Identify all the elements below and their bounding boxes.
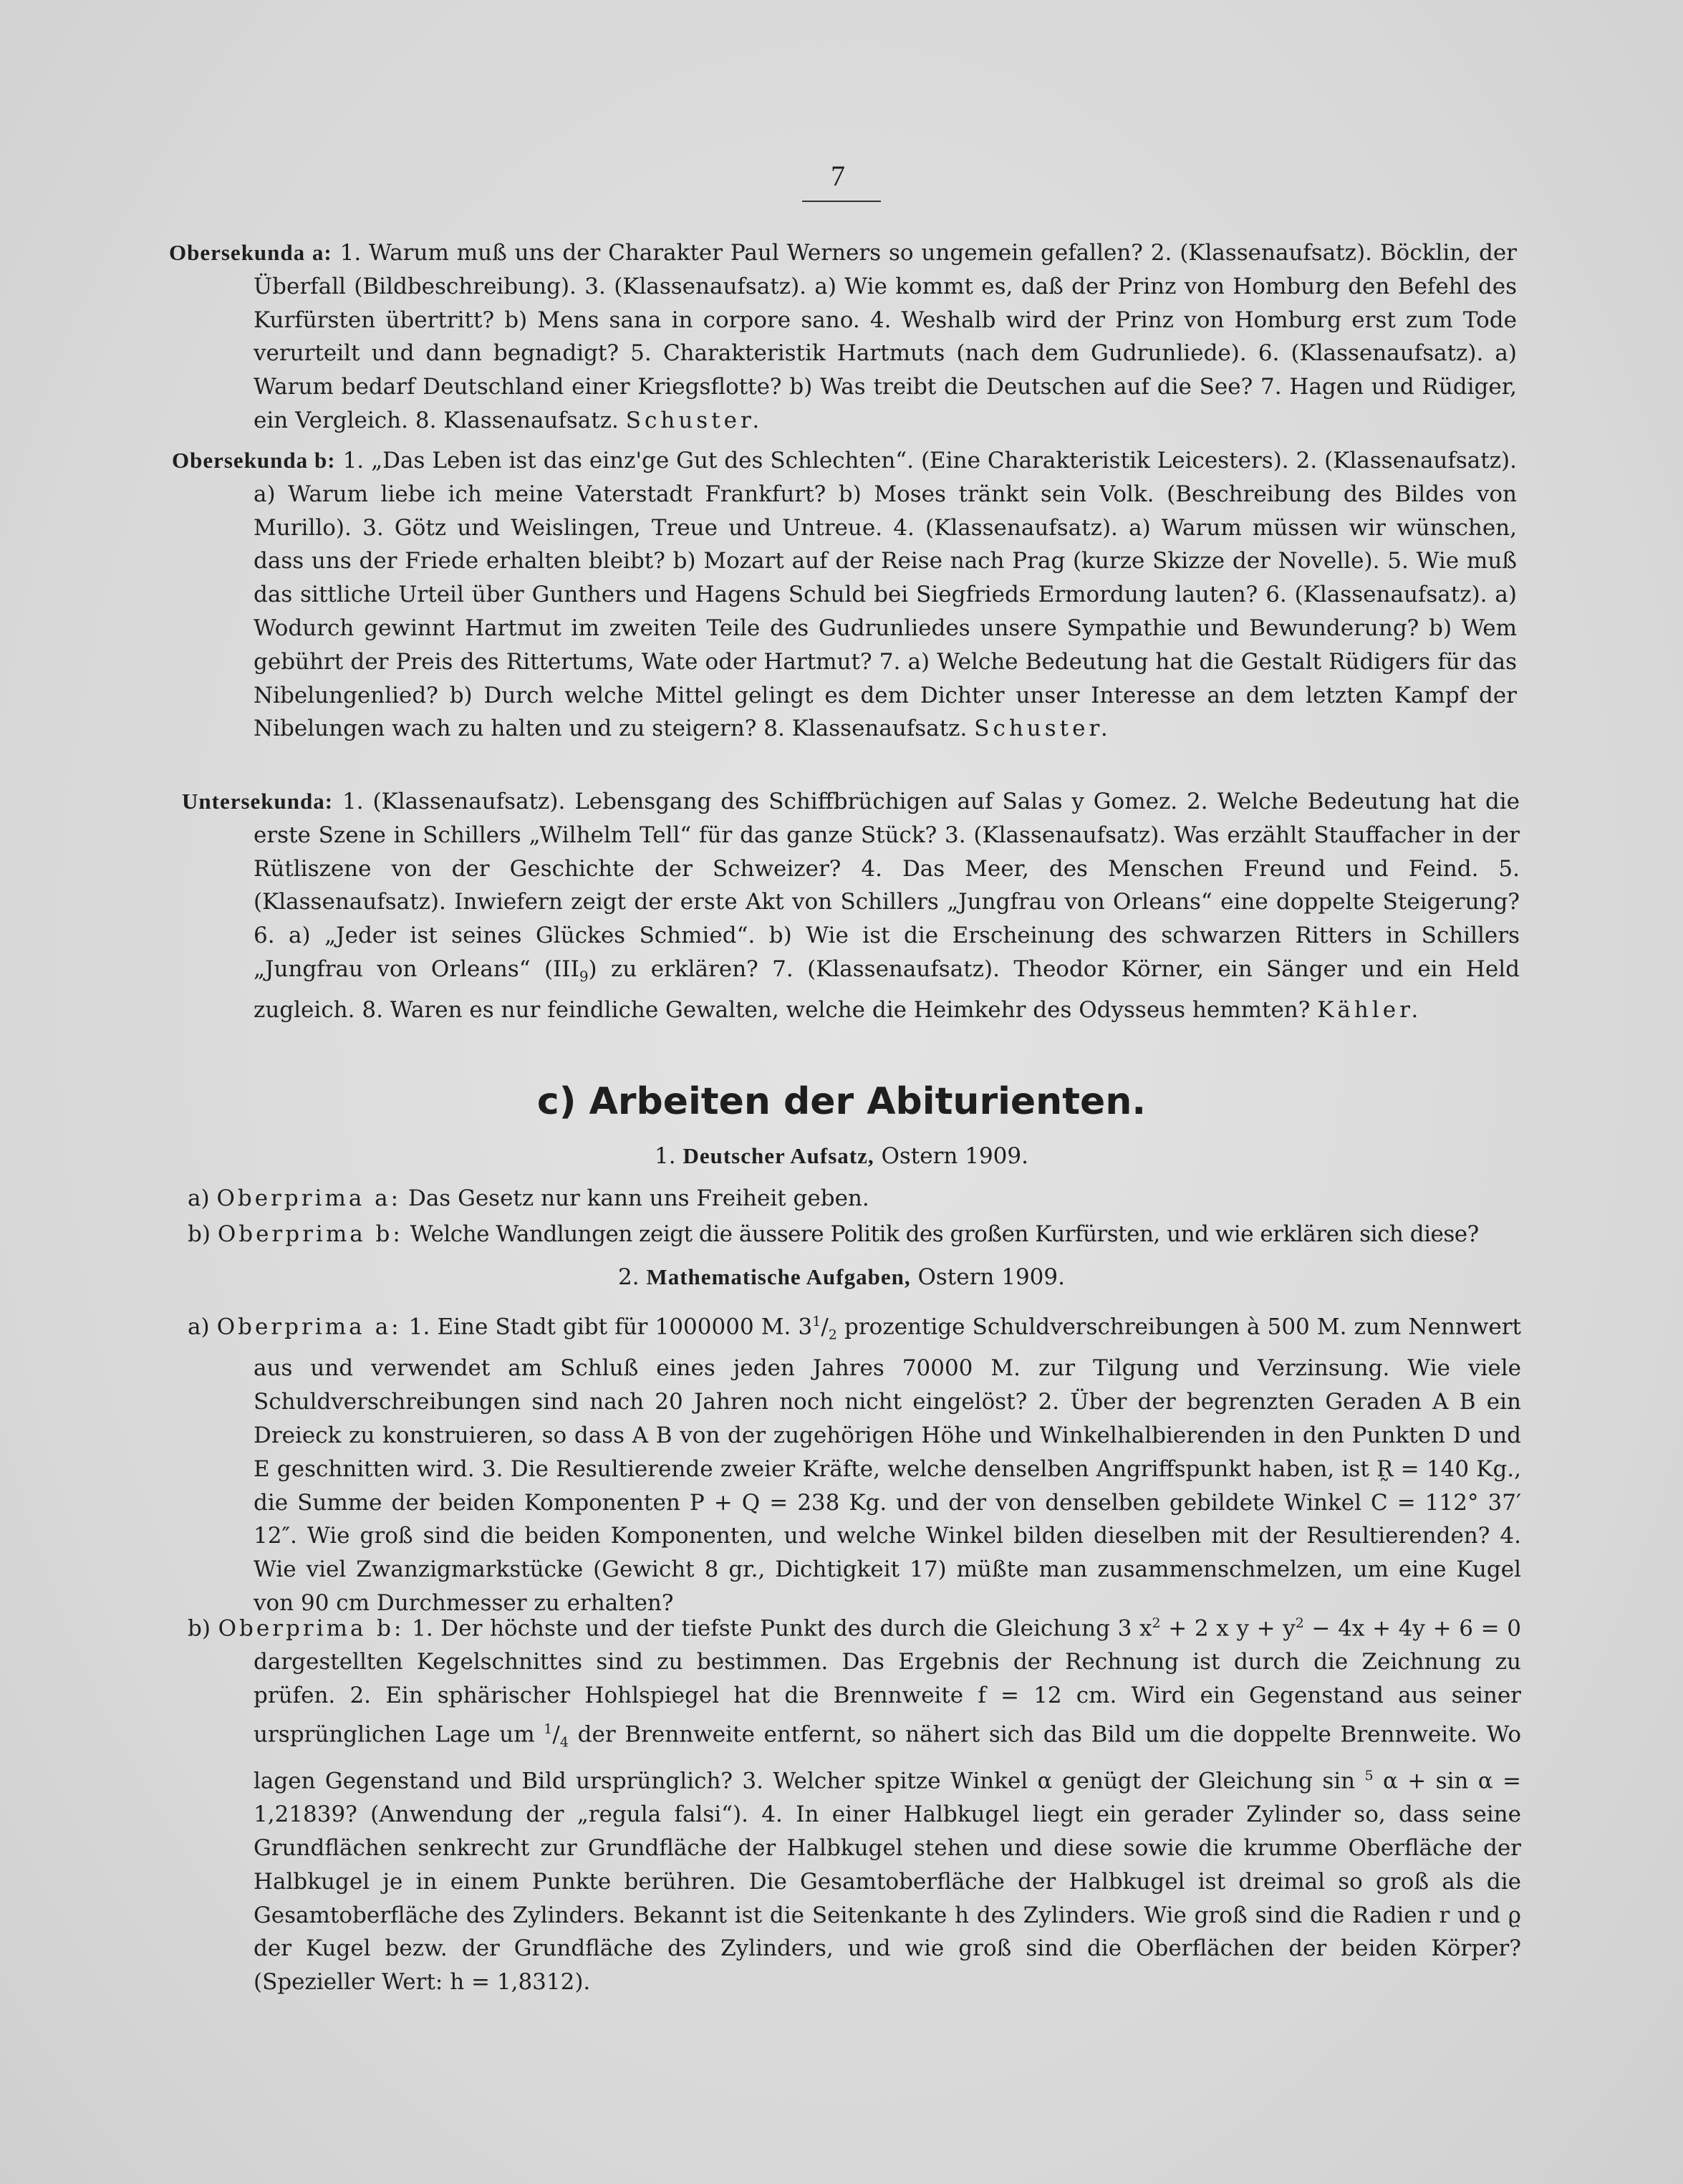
mathe-b-sup-5: 5 [1364,1768,1374,1784]
untersekunda-text-a: 1. (Klassenaufsatz). Lebensgang des Schiffbrüchigen auf Salas y Gomez. 2. Welche Bedeutung hat die erste Szene in Schillers „Wilhelm Tell“ für das ganze Stück? 3. (Klassenaufsatz). Was erzählt Stauffacher in der Rütliszene von der Geschichte der Schweizer? 4. Das Meer, des Menschen Freund und Feind. 5. (Klassenaufsatz). Inwiefern zeigt der erste Akt von Schillers „Jungfrau von Orleans“ eine doppelte Steigerung? 6. a) „Jeder ist seines Glückes Schmied“. b) Wie ist die Erscheinung des schwarzen Ritters in Schillers „Jungfrau von Orleans“ (III [254,789,1520,982]
obersekunda-a-text: 1. Warum muß uns der Charakter Paul Werners so ungemein gefallen? 2. (Klassenaufsatz). Böcklin, der Überfall (Bildbeschreibung). 3. (Klassenaufsatz). a) Wie kommt es, daß der Prinz von Homburg den Befehl des Kurfürsten übertritt? b) Mens sana in corpore sano. 4. Weshalb wird der Prinz von Homburg erst zum Tode verurteilt und dann begnadigt? 5. Charakteristik Hartmuts (nach dem Gudrunliede). 6. (Klassenaufsatz). a) Warum bedarf Deutschland einer Kriegsflotte? b) Was treibt die Deutschen auf die See? 7. Hagen und Rüdiger, ein Vergleich. 8. Klassenaufsatz. [254,240,1517,433]
deutsch-b-text: Welche Wandlungen zeigt die äussere Politik des großen Kurfürsten, und wie erklären sich diese? [410,1221,1479,1247]
obersekunda-b-text: 1. „Das Leben ist das einz'ge Gut des Schlechten“. (Eine Charakteristik Leicesters). 2. (Klassenaufsatz). a) Warum liebe ich meine Vaterstadt Frankfurt? b) Moses tränkt sein Volk. (Beschreibung des Bildes von Murillo). 3. Götz und Weislingen, Treue und Untreue. 4. (Klassenaufsatz). a) Warum müssen wir wünschen, dass uns der Friede erhalten bleibt? b) Mozart auf der Reise nach Prag (kurze Skizze der Novelle). 5. Wie muß das sittliche Urteil über Gunthers und Hagens Schuld bei Siegfrieds Ermordung lauten? 6. (Klassenaufsatz). a) Wodurch gewinnt Hartmut im zweiten Teile des Gudrunliedes unsere Sympathie und Bewunderung? b) Wem gebührt der Preis des Rittertums, Wate oder Hartmut? 7. a) Welche Bedeutung hat die Gestalt Rüdigers für das Nibelungenlied? b) Durch welche Mittel gelingt es dem Dichter unser Interesse an dem letzten Kampf der Nibelungen wach zu halten und zu steigern? 8. Klassenaufsatz. [254,448,1517,742]
page-number: 7 [831,160,845,192]
mathe-a-label: Oberprima a: [216,1314,402,1340]
obersekunda-a-teacher: Schuster. [625,407,763,433]
mathe-a-item: a) Oberprima a: 1. Eine Stadt gibt für 1000000 M. $3^1/_2$ prozentige Schuldverschreibungen à 500 M. zum Nennwert aus und verwendet am Schluß eines jeden Jahres 70000 M. zur Tilgung und Verzinsung. Wie viele Schuldverschreibungen sind nach 20 Jahren noch nicht eingelöst? 2. Über der begrenzten Geraden A B ein Dreieck zu konstruieren, so dass A B von der zugehörigen Höhe und Winkelhalbierenden in den Punkten D und E geschnitten wird. 3. Die Resultierende zweier Kräfte, welche denselben Angriffspunkt haben, ist R̰ = 140 Kg., die Summe der beiden Komponenten P + Q = 238 Kg. und der von denselben gebildete Winkel C = 112° 37′ 12″. Wie groß sind die beiden Komponenten, und welche Winkel bilden dieselben mit der Resultierenden? 4. Wie viel Zwanzigmarkstücke (Gewicht 8 gr., Dichtigkeit 17) müßte man zusammenschmelzen, um eine Kugel von 90 cm Durchmesser zu erhalten? [188,1314,1521,1616]
obersekunda-b-label: Obersekunda b: [172,448,336,473]
untersekunda-subscript: 9 [579,968,589,986]
obersekunda-a-label: Obersekunda a: [169,240,332,265]
deutsch-a-prefix: a) [188,1185,210,1211]
deutsch-b-item [188,1218,1541,1251]
untersekunda-text-b: ) zu erklären? 7. (Klassenaufsatz). Theodor Körner, ein Sänger und ein Held zugleich. 8. Waren es nur feindliche Gewalten, welche die Heimkehr des Odysseus hemmten? [254,956,1520,1023]
mathe-b-text-3: − 4x + 4y + 6 = 0 dargestellten Kegelschnittes sind zu bestimmen. Das Ergebnis der Rechnung ist durch die Zeichnung zu prüfen. 2. Ein sphärischer Hohlspiegel hat die Brennweite f = 12 cm. Wird ein Gegenstand aus seiner ursprünglichen Lage um [254,1615,1522,1748]
mathe-date: Ostern 1909. [917,1264,1065,1290]
mathe-b-sup-a: 2 [1152,1615,1161,1631]
mathe-b-item: b) Oberprima b: 1. Der höchste und der tiefste Punkt des durch die Gleichung 3 $x^2 + 2$ x $y + y^2 - 4x + 4y + 6 = 0$ dargestellten Kegelschnittes sind zu bestimmen. Das Ergebnis der Rechnung ist durch die Zeichnung zu prüfen. 2. Ein sphärischer Hohlspiegel hat die Brennweite f = 12 cm. Wird ein Gegenstand aus seiner ursprünglichen Lage um $^1/_4$ der Brennweite entfernt, so nähert sich das Bild um die doppelte Brennweite. Wo lagen Gegenstand und Bild ursprünglich? 3. Welcher spitze Winkel α genügt der Gleichung sin $^5$ α + sin α = 1,21839? (Anwendung der „regula falsi“). 4. In einer Halbkugel liegt ein gerader Zylinder so, dass seine Grundflächen senkrecht zur Grundfläche der Halbkugel stehen und diese sowie die krumme Oberfläche der Halbkugel je in einem Punkte berühren. Die Gesamtoberfläche der Halbkugel ist dreimal so groß als die Gesamtoberfläche des Zylinders. Bekannt ist die Seitenkante h des Zylinders. Wie groß sind die Radien r und ϱ der Kugel bezw. der Grundfläche des Zylinders, und wie groß sind die Oberflächen der beiden Körper? (Spezieller Wert: h = 1,8312). [188,1615,1522,1996]
obersekunda-b-teacher: Schuster. [974,716,1111,742]
mathe-b-text-5: α + sin α = 1,21839? (Anwendung der „regula falsi“). 4. In einer Halbkugel liegt ein gerader Zylinder so, dass seine Grundflächen senkrecht zur Grundfläche der Halbkugel stehen und diese sowie die krumme Oberfläche der Halbkugel je in einem Punkte berühren. Die Gesamtoberfläche der Halbkugel ist dreimal so groß als die Gesamtoberfläche des Zylinders. Bekannt ist die Seitenkante h des Zylinders. Wie groß sind die Radien r und ϱ der Kugel bezw. der Grundfläche des Zylinders, und wie groß sind die Oberflächen der beiden Körper? (Spezieller Wert: h = 1,8312). [254,1768,1521,1996]
mathe-b-frac-num: 1 [544,1721,553,1737]
mathe-a-frac-den: 2 [828,1327,837,1343]
mathe-b-text-1: 1. Der höchste und der tiefste Punkt des durch die Gleichung 3 x [412,1615,1152,1642]
mathe-a-prefix: a) [188,1314,210,1340]
section-heading: c) Arbeiten der Abiturienten. [536,1080,1147,1123]
deutsch-a-item [188,1182,1520,1216]
untersekunda-label: Untersekunda: [182,789,334,814]
deutsch-b-prefix: b) [188,1221,211,1247]
mathe-title: Mathematische Aufgaben, [646,1264,911,1289]
page-number-rule [802,201,881,202]
mathe-b-label: Oberprima b: [218,1615,405,1642]
deutsch-subheading [0,1143,1683,1169]
mathe-a-frac-num: 1 [812,1314,821,1329]
deutsch-a-label: Oberprima a: [216,1185,402,1211]
mathe-a-text-2: prozentige Schuldverschreibungen à 500 M. zum Nennwert aus und verwendet am Schluß eines jeden Jahres 70000 M. zur Tilgung und Verzinsung. Wie viele Schuldverschreibungen sind nach 20 Jahren noch nicht eingelöst? 2. Über der begrenzten Geraden A B ein Dreieck zu konstruieren, so dass A B von der zugehörigen Höhe und Winkelhalbierenden in den Punkten D und E geschnitten wird. 3. Die Resultierende zweier Kräfte, welche denselben Angriffspunkt haben, ist R̰ = 140 Kg., die Summe der beiden Komponenten P + Q = 238 Kg. und der von denselben gebildete Winkel C = 112° 37′ 12″. Wie groß sind die beiden Komponenten, und welche Winkel bilden dieselben mit der Resultierenden? 4. Wie viel Zwanzigmarkstücke (Gewicht 8 gr., Dichtigkeit 17) müßte man zusammenschmelzen, um eine Kugel von 90 cm Durchmesser zu erhalten? [254,1314,1521,1616]
mathe-subheading [0,1264,1683,1290]
deutsch-title: Deutscher Aufsatz, [683,1143,874,1168]
obersekunda-a-section [169,236,1517,438]
mathe-b-text-4: der Brennweite entfernt, so nähert sich das Bild um die doppelte Brennweite. Wo lagen Gegenstand und Bild ursprünglich? 3. Welcher spitze Winkel α genügt der Gleichung sin [254,1721,1521,1794]
deutsch-a-text: Das Gesetz nur kann uns Freiheit geben. [408,1185,869,1211]
untersekunda-section [182,785,1520,1027]
deutsch-num: 1. [655,1143,676,1169]
mathe-b-sup-b: 2 [1295,1615,1304,1631]
mathe-a-text-1: 1. Eine Stadt gibt für 1000000 M. 3 [408,1314,813,1340]
deutsch-b-label: Oberprima b: [217,1221,403,1247]
deutsch-date: Ostern 1909. [881,1143,1028,1169]
untersekunda-teacher: Kähler. [1317,996,1422,1023]
mathe-b-text-2: + 2 x y + y [1160,1615,1296,1642]
mathe-b-frac-den: 4 [559,1734,569,1751]
mathe-b-prefix: b) [188,1615,211,1642]
mathe-num: 2. [618,1264,640,1290]
obersekunda-b-section [172,444,1517,746]
